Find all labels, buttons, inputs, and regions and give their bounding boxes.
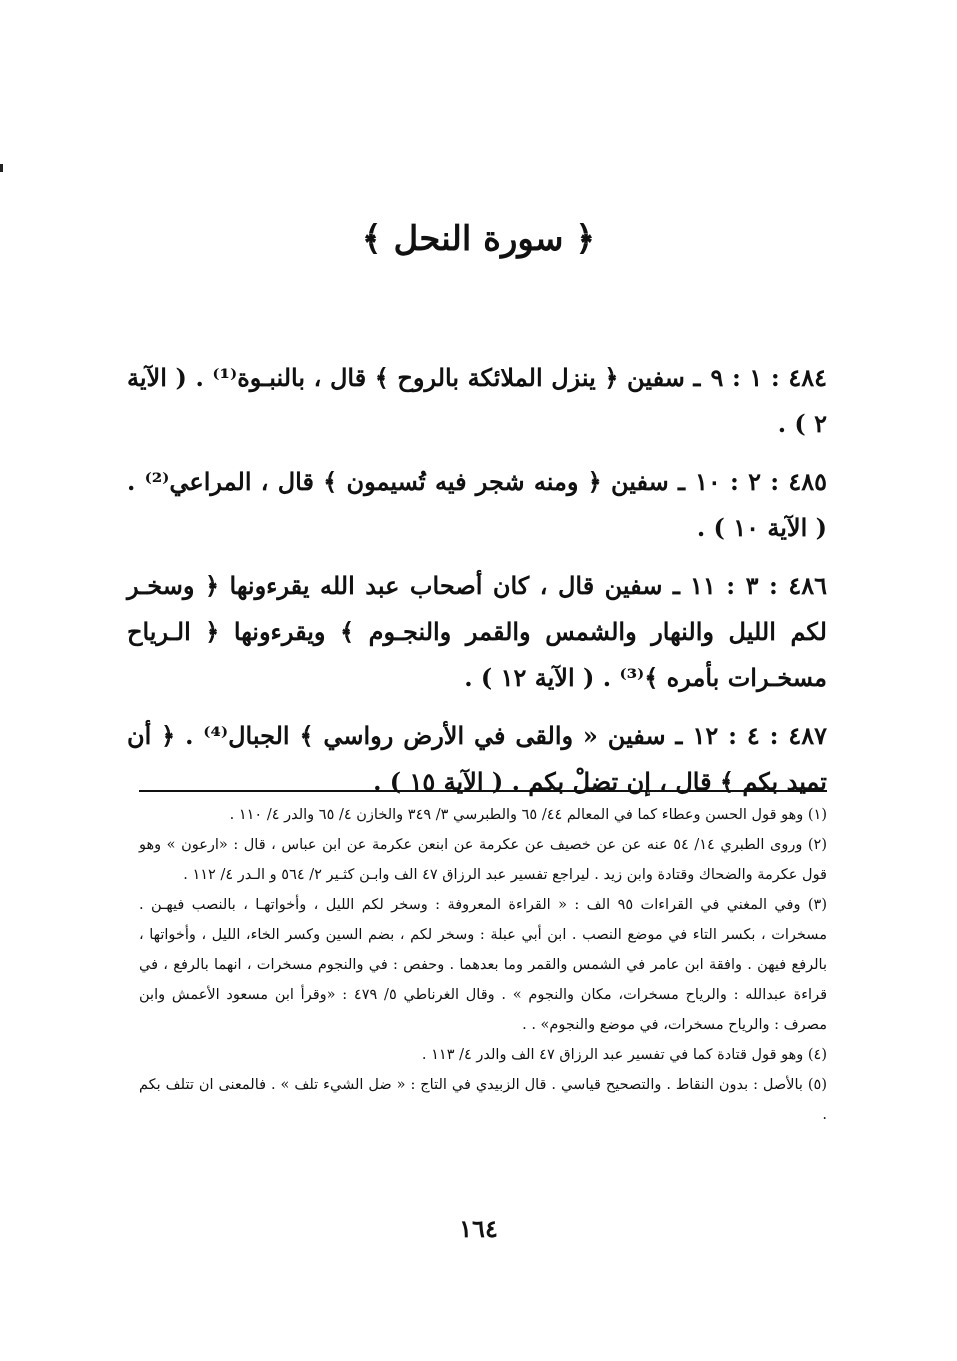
- page-number: ١٦٤: [459, 1214, 498, 1243]
- entries-section: [127, 355, 827, 817]
- entry-486: [127, 563, 827, 701]
- footnote-1: (١) وهو قول الحسن وعطاء كما في المعالم ٤٤/ ٦٥ والطبرسي ٣/ ٣٤٩ والخازن ٤/ ٦٥ والدر ٤/ ١١٠ .: [229, 807, 827, 823]
- entry-text: ـ سفين ﴿ ومنه شجر فيه تُسيمون ﴾ قال ، المراعي⁽²⁾ . ( الآية ١٠ ) .: [127, 467, 827, 542]
- entry-number: ٤٨٤ : ١ : ٩: [710, 363, 827, 392]
- entry-number: ٤٨٥ : ٢ : ١٠: [694, 467, 828, 496]
- footnotes-section: [139, 800, 827, 1130]
- entry-number: ٤٨٧ : ٤ : ١٢: [692, 721, 827, 750]
- entry-text: ـ سفين « والقى في الأرض رواسي ﴾ الجبال⁽⁴⁾ . ﴿ أن تميد بكم ﴾ قال ، إن تضلْ بكم . ( الآية ١٥ ) .: [127, 721, 827, 796]
- surah-title: ﴿ سورة النحل ﴾: [361, 219, 596, 259]
- entry-text: ـ سفين قال ، كان أصحاب عبد الله يقرءونها ﴿ وسخـر لكم الليل والنهار والشمس والقمر والنجـوم ﴾ ويقرءونها ﴿ الـرياح مسخـرات بأمره ﴾⁽³⁾ . ( الآية ١٢ ) .: [127, 571, 827, 692]
- entry-484: [127, 355, 827, 447]
- footnote-4: (٤) وهو قول قتادة كما في تفسير عبد الرزاق ٤٧ الف والدر ٤/ ١١٣ .: [421, 1047, 827, 1063]
- footnote-2: (٢) وروى الطبري ١٤/ ٥٤ عنه عن عن خصيف عن عكرمة عن ابنعن عكرمة عن ابن عباس ، قال : «ارعون » وهو قول عكرمة والضحاك وقتادة وابن زيد . ليراجع تفسير عبد الرزاق ٤٧ الف وابـن كثـير ٢/ ٥٦٤ و الـدر ٤/ ١١٢ .: [139, 837, 827, 883]
- footnote-3: (٣) وفي المغني في القراءات ٩٥ الف : « القراءة المعروفة : وسخر لكم الليل ، وأخواتهـا ، بالنصب فيهـن . مسخرات ، بكسر التاء في موضع النصب . ابن أبي عبلة : وسخر لكم ، بضم السين وكسر الخاء، الليل ، وأخواتها ، بالرفع فيهن . وافقة ابن عامر في الشمس والقمر وما بعدهما . وحفص : في والنجوم مسخرات ، انهما بالرفع ، في قراءة عبدالله : والرياح مسخرات، مكان والنجوم » . وقال الغرناطي ٥/ ٤٧٩ : «وقرأ ابن مسعود الأعمش وابن مصرف : والرياح مسخرات، في موضع والنجوم» . .: [139, 897, 828, 1033]
- entry-485: [127, 459, 827, 551]
- entry-number: ٤٨٦ : ٣ : ١١: [689, 571, 827, 600]
- entry-text: ـ سفين ﴿ ينزل الملائكة بالروح ﴾ قال ، بالنبـوة⁽¹⁾ . ( الآية ٢ ) .: [127, 363, 827, 438]
- footnote-5: (٥) بالأصل : بدون النقاط . والتصحيح قياسي . قال الزبيدي في التاج : « ضل الشيء تلف » . فالمعنى ان تتلف بكم .: [139, 1077, 827, 1123]
- footnote-divider: [139, 790, 827, 792]
- scan-edge-mark: [0, 164, 3, 172]
